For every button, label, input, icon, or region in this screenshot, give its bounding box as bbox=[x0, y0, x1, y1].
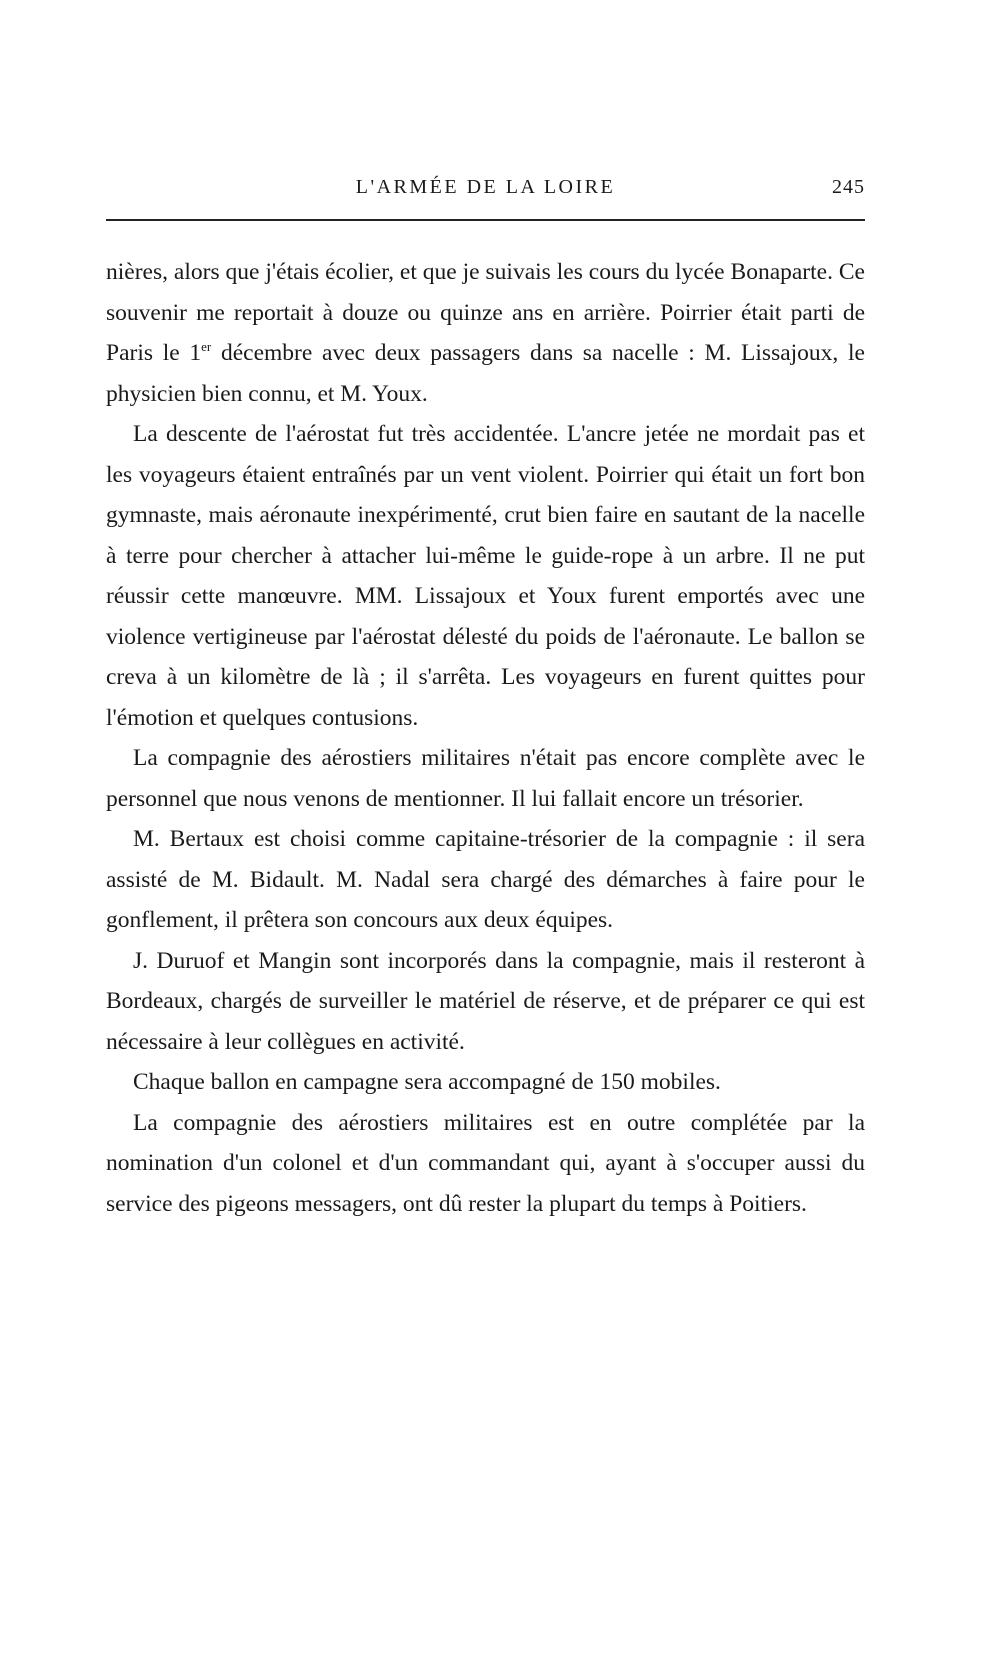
body-text bbox=[106, 252, 865, 1224]
paragraph: La compagnie des aérostiers militaires est en outre complétée par la nomination d'un colonel et d'un commandant qui, ayant à s'occuper aussi du service des pigeons messagers, ont dû rester la plupart du temps à Poitiers. bbox=[106, 1109, 865, 1217]
superscript-ordinal: er bbox=[201, 339, 212, 355]
running-header bbox=[106, 172, 865, 206]
paragraph-continuation bbox=[106, 252, 865, 414]
header-rule bbox=[106, 219, 865, 221]
paragraph: Chaque ballon en campagne sera accompagné de 150 mobiles. bbox=[133, 1069, 721, 1095]
paragraph-text: décembre avec deux passagers dans sa nacelle : M. Lissajoux, le physicien bien connu, et M. Youx. bbox=[106, 340, 865, 407]
paragraph: La compagnie des aérostiers militaires n'était pas encore complète avec le personnel que nous venons de mentionner. Il lui fallait encore un trésorier. bbox=[106, 745, 865, 812]
running-title: L'ARMÉE DE LA LOIRE bbox=[355, 176, 616, 198]
paragraph: J. Duruof et Mangin sont incorporés dans la compagnie, mais il resteront à Bordeaux, chargés de surveiller le matériel de réserve, et de préparer ce qui est nécessaire à leur collègues en activité. bbox=[106, 947, 865, 1055]
paragraph: La descente de l'aérostat fut très accidentée. L'ancre jetée ne mordait pas et les voyageurs étaient entraînés par un vent violent. Poirrier qui était un fort bon gymnaste, mais aéronaute inexpérimenté, crut bien faire en sautant de la nacelle à terre pour chercher à attacher lui-même le guide-rope à un arbre. Il ne put réussir cette manœuvre. MM. Lissajoux et Youx furent emportés avec une violence vertigineuse par l'aérostat délesté du poids de l'aéronaute. Le ballon se creva à un kilomètre de là ; il s'arrêta. Les voyageurs en furent quittes pour l'émotion et quelques contusions. bbox=[106, 421, 865, 731]
paragraph-text: nières, alors que j'étais écolier, et que je suivais les cours du lycée Bonaparte. Ce souvenir me reportait à douze ou quinze ans en arrière. Poirrier était parti de Paris le 1 bbox=[106, 259, 865, 366]
page-number: 245 bbox=[832, 176, 865, 198]
paragraph: M. Bertaux est choisi comme capitaine-trésorier de la compagnie : il sera assisté de M. Bidault. M. Nadal sera chargé des démarches à faire pour le gonflement, il prêtera son concours aux deux équipes. bbox=[106, 826, 865, 933]
